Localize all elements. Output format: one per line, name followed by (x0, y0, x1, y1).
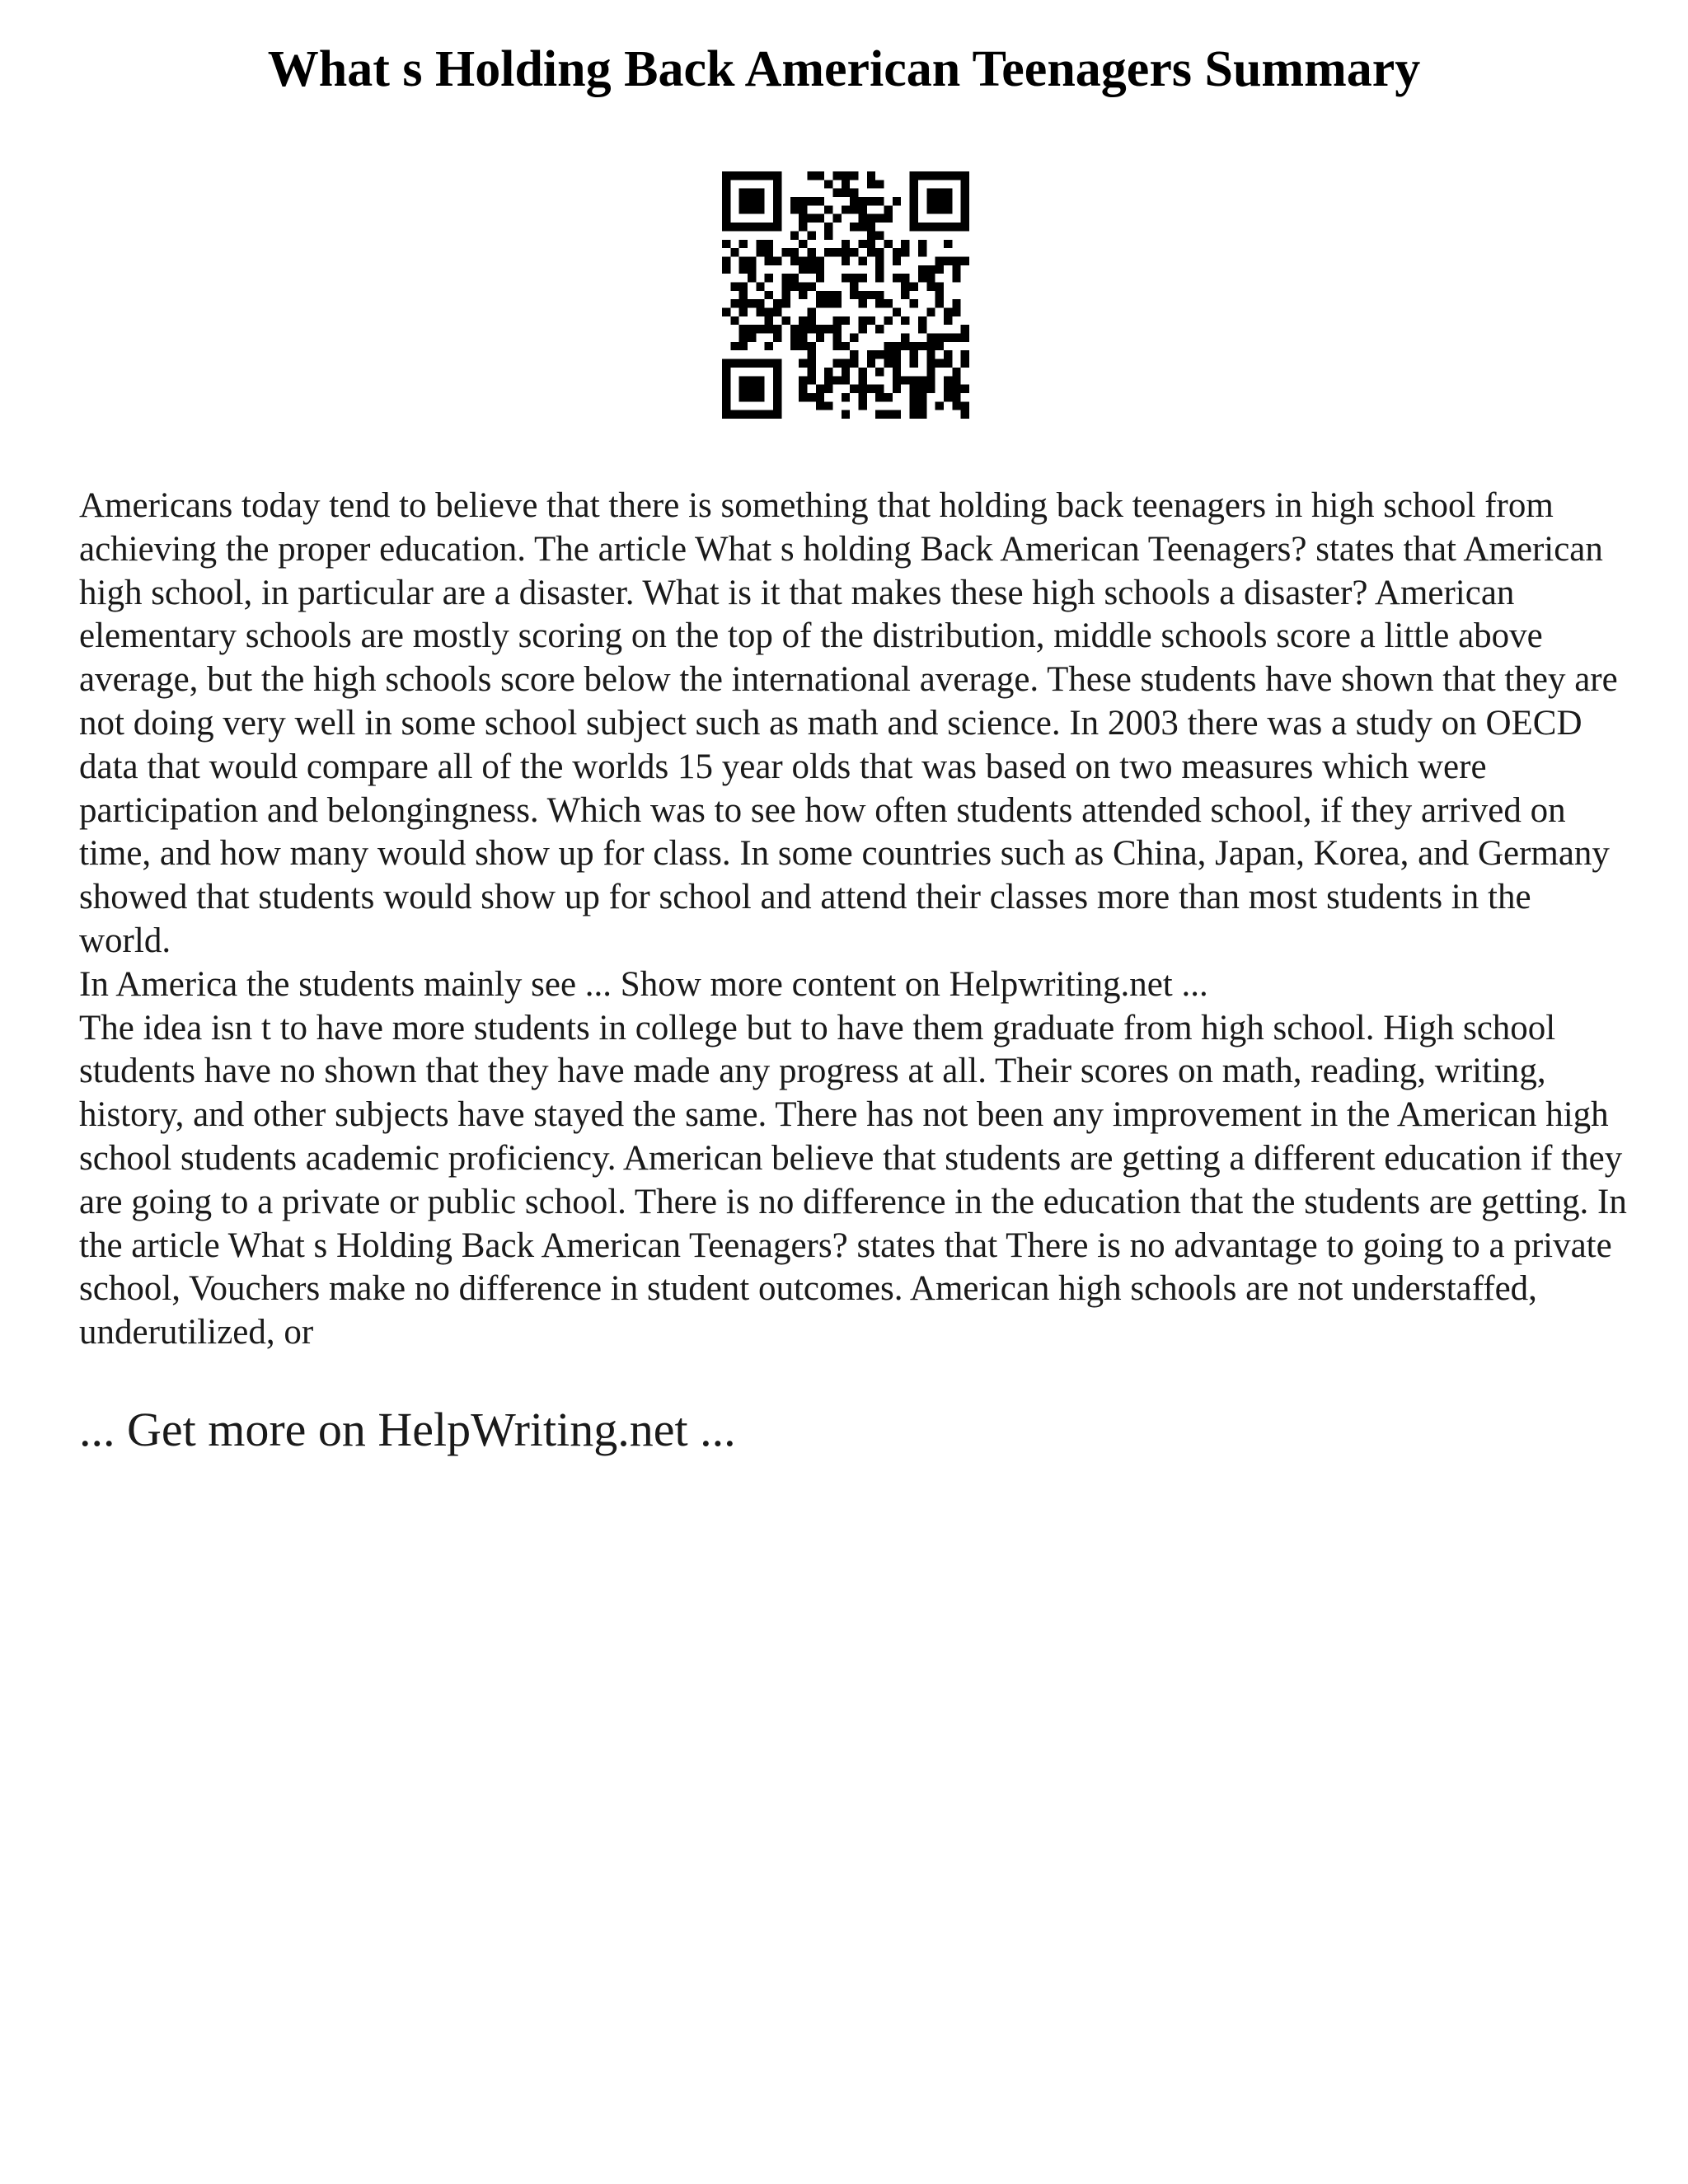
paragraph-2: In America the students mainly see ... Show more content on Helpwriting.net ... (79, 964, 1208, 1004)
qr-code-icon (722, 171, 969, 419)
paragraph-1: Americans today tend to believe that there is something that holding back teenagers in high school from achieving the proper education. The article What s holding Back American Teenagers? states that American high school, in particular are a disaster. What is it that makes these high schools a disaster? American elementary schools are mostly scoring on the top of the distribution, middle schools score a little above average, but the high schools score below the international average. These students have shown that they are not doing very well in some school subject such as math and science. In 2003 there was a study on OECD data that would compare all of the worlds 15 year olds that was based on two measures which were participation and belongingness. Which was to see how often students attended school, if they arrived on time, and how many would show up for class. In some countries such as China, Japan, Korea, and Germany showed that students would show up for school and attend their classes more than most students in the world. (79, 486, 1618, 960)
page-title: What s Holding Back American Teenagers Summary (267, 41, 1421, 97)
paragraph-3: The idea isn t to have more students in college but to have them graduate from high school. High school students have no shown that they have made any progress at all. Their scores on math, reading, writing, history, and other subjects have stayed the same. There has not been any improvement in the American high school students academic proficiency. American believe that students are getting a different education if they are going to a private or public school. There is no difference in the education that the students are getting. In the article What s Holding Back American Teenagers? states that There is no advantage to going to a private school, Vouchers make no difference in student outcomes. American high schools are not understaffed, underutilized, or (79, 1008, 1627, 1352)
article-body (79, 485, 1629, 1355)
get-more-link[interactable]: ... Get more on HelpWriting.net ... (79, 1403, 736, 1456)
